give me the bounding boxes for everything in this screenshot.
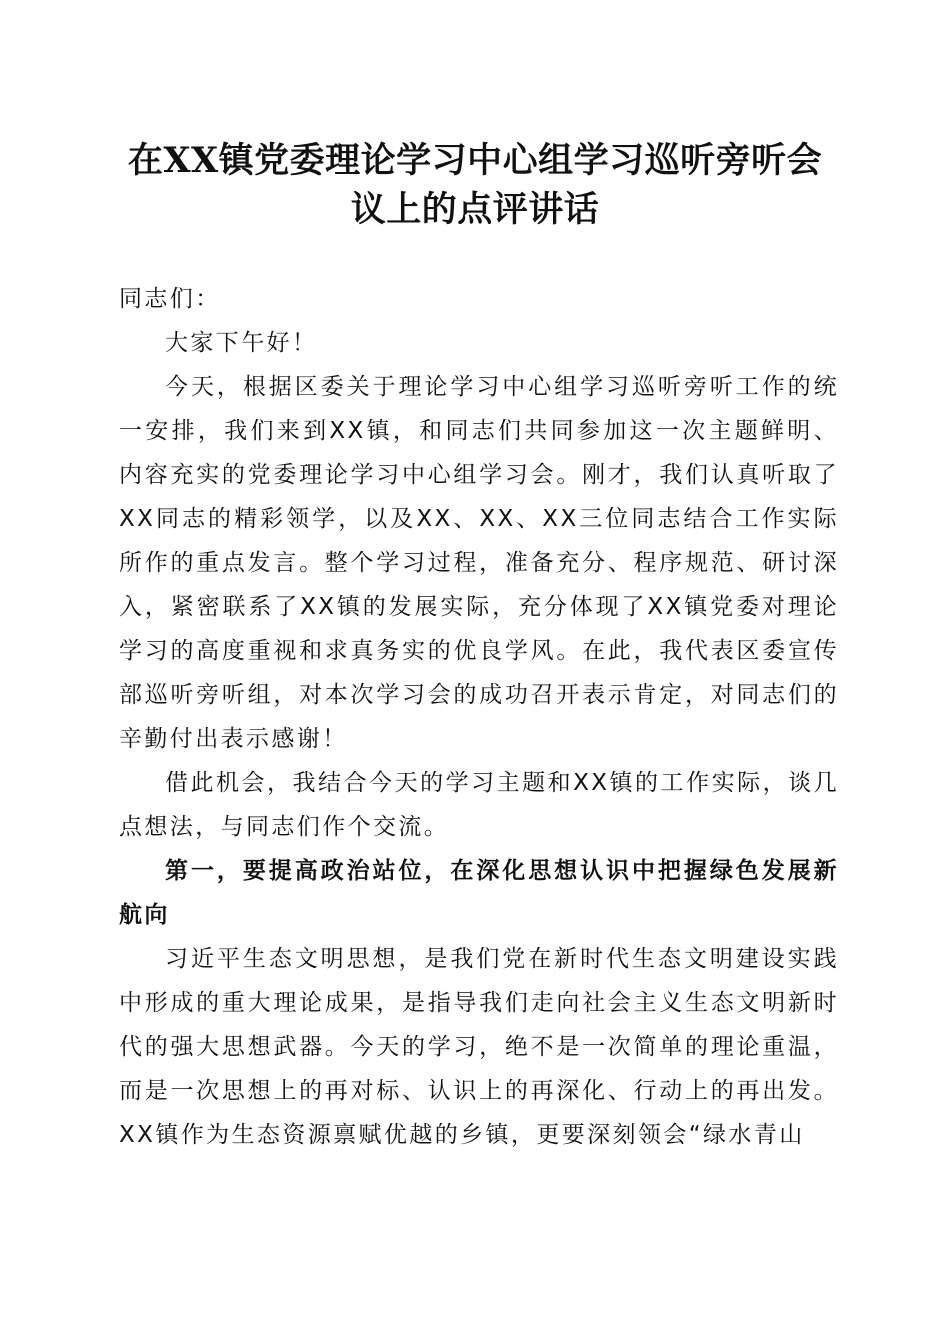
paragraph-transition: 借此机会，我结合今天的学习主题和XX镇的工作实际，谈几点想法，与同志们作个交流。 [119,770,839,840]
paragraph-introduction: 今天，根据区委关于理论学习中心组学习巡听旁听工作的统一安排，我们来到XX镇，和同志们共同参加这一次主题鲜明、内容充实的党委理论学习中心组学习会。刚才，我们认真听取了XX同志的精彩领学，以及XX、XX、XX三位同志结合工作实际所作的重点发言。整个学习过程，准备充分、程序规范、研讨深入，紧密联系了XX镇的发展实际，充分体现了XX镇党委对理论学习的高度重视和求真务实的优良学风。在此，我代表区委宣传部巡听旁听组，对本次学习会的成功召开表示肯定，对同志们的辛勤付出表示感谢！ [119,374,839,752]
paragraph-greeting: 大家下午好！ [165,330,318,356]
document-title-line-1: 在XX镇党委理论学习中心组学习巡听旁听会 [127,140,823,181]
document-title-line-2: 议上的点评讲话 [350,189,600,230]
paragraph-section-first-body: 习近平生态文明思想，是我们党在新时代生态文明建设实践中形成的重大理论成果，是指导我们走向社会主义生态文明新时代的强大思想武器。今天的学习，绝不是一次简单的理论重温，而是一次思想上的再对标、认识上的再深化、行动上的再出发。XX镇作为生态资源禀赋优越的乡镇，更要深刻领会“绿水青山 [119,946,839,1148]
document-body [119,321,839,1157]
salutation: 同志们： [119,286,221,312]
section-heading-first: 第一，要提高政治站位，在深化思想认识中把握绿色发展新航向 [119,858,839,928]
